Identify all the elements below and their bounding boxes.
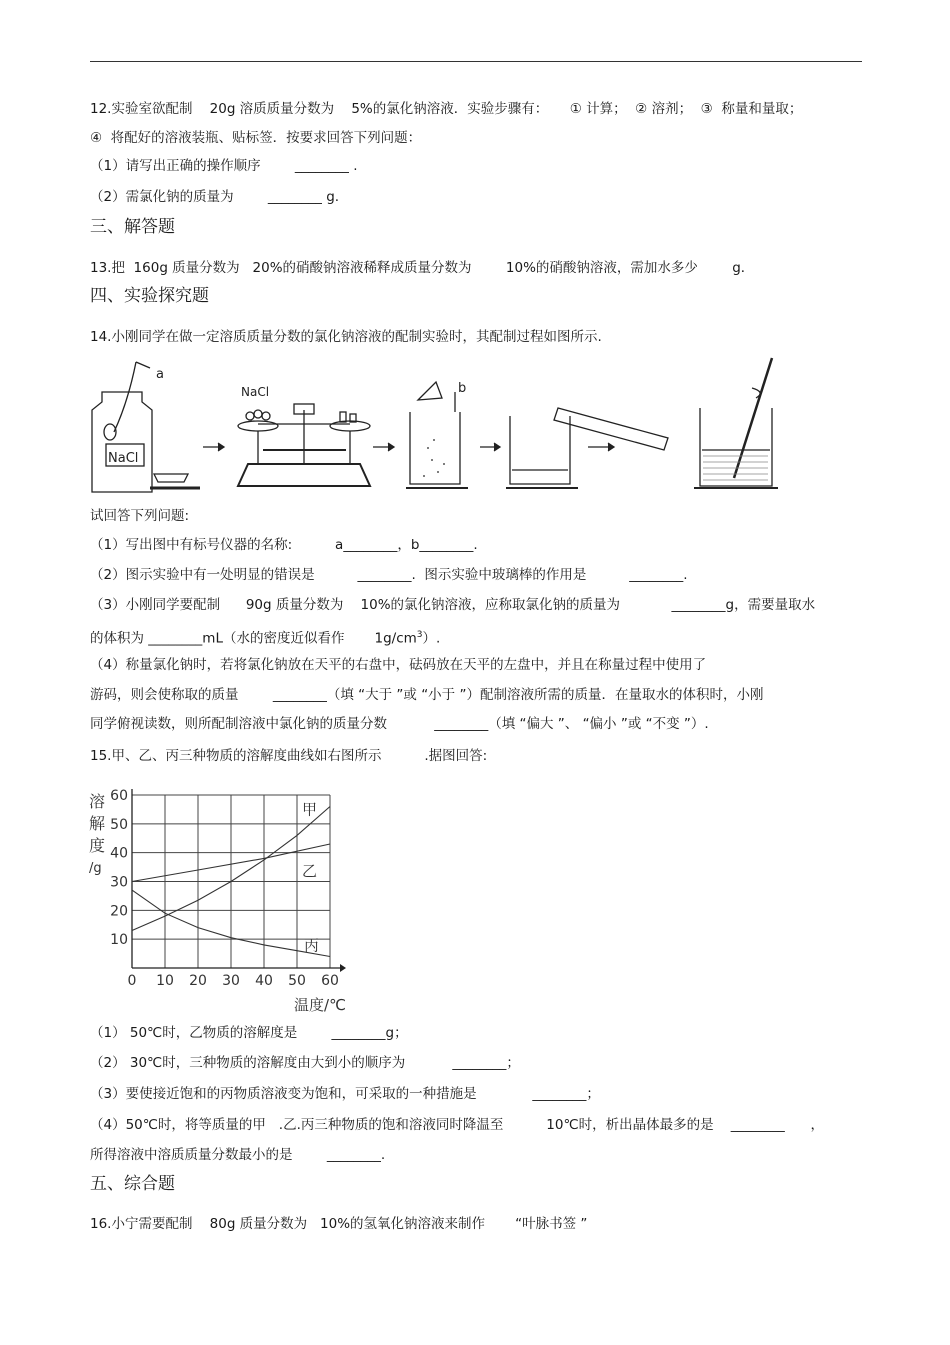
y-tick-label: 50 [110, 816, 128, 833]
series-label-2: 乙 [302, 862, 318, 881]
q14-line-1: 14.小刚同学在做一定溶质质量分数的氯化钠溶液的配制实验时，其配制过程如图所示. [90, 329, 602, 345]
y-tick-label: 10 [110, 932, 128, 949]
y-tick-label: 20 [110, 903, 128, 920]
series-label-3: 丙 [304, 936, 320, 955]
q14-line-3: （1）写出图中有标号仪器的名称: a________，b________. [90, 537, 478, 553]
q15-line-4: （3）要使接近饱和的丙物质溶液变为饱和，可采取的一种措施是 ________； [90, 1086, 600, 1102]
y-tick-label: 40 [110, 845, 128, 862]
q12-line-4: （2）需氯化钠的质量为 ________ g. [90, 189, 340, 205]
section-4-heading: 四、实验探究题 [90, 286, 209, 306]
label-b: b [458, 381, 467, 396]
q14-line-5: （3）小刚同学要配制 90g 质量分数为 10%的氯化钠溶液，应称取氯化钠的质量为 ________g，需要量取水 [90, 597, 816, 613]
series-label-1: 甲 [302, 800, 318, 819]
q13-line: 13.把 160g 质量分数为 20%的硝酸钠溶液稀释成质量分数为 10%的硝酸钠溶液，需加水多少 g． [90, 260, 755, 276]
q15-line-3: （2） 30℃时，三种物质的溶解度由大到小的顺序为 ________； [90, 1055, 520, 1071]
q14-line-7: （4）称量氯化钠时，若将氯化钠放在天平的右盘中，砝码放在天平的左盘中，并且在称量过程中使用了 [90, 657, 707, 673]
q14-line-8: 游码，则会使称取的质量 ________（填 “大于 ”或 “小于 ”）配制溶液所需的质量．在量取水的体积时，小刚 [90, 687, 764, 703]
y-axis-label-part: /g [89, 861, 102, 876]
q12-line-3: （1）请写出正确的操作顺序 ________ . [90, 158, 358, 174]
q15-line-2: （1） 50℃时，乙物质的溶解度是 ________g； [90, 1025, 408, 1041]
q15-line-6: 所得溶液中溶质质量分数最小的是 ________. [90, 1147, 386, 1163]
section-5-heading: 五、综合题 [90, 1174, 175, 1194]
x-tick-label: 60 [321, 973, 339, 989]
cm3-superscript: 3 [416, 630, 423, 640]
experiment-figure [88, 352, 808, 497]
y-axis-label-part: 溶 [89, 792, 106, 811]
x-tick-label: 30 [222, 973, 240, 989]
q14-line-6-end: ）. [422, 630, 441, 647]
x-tick-label: 10 [156, 973, 174, 989]
x-axis-label: 温度/℃ [294, 996, 346, 1014]
section-3-heading: 三、解答题 [90, 217, 175, 237]
x-tick-label: 50 [288, 973, 306, 989]
top-rule [90, 61, 862, 62]
y-tick-label: 30 [110, 874, 128, 891]
q14-line-6-main: 的体积为 ________mL（水的密度近似看作 1g/cm [90, 630, 417, 647]
x-tick-label: 0 [127, 973, 137, 989]
q15-line-1: 15.甲、乙、丙三种物质的溶解度曲线如右图所示 .据图回答: [90, 748, 488, 764]
q14-line-4: （2）图示实验中有一处明显的错误是 ________. 图示实验中玻璃棒的作用是 ________. [90, 567, 688, 583]
y-tick-label: 60 [110, 788, 128, 804]
q12-line-2: ④ 将配好的溶液装瓶、贴标签．按要求回答下列问题： [90, 130, 422, 146]
solubility-chart [85, 785, 355, 1015]
q15-line-5: （4）50℃时，将等质量的甲 .乙.丙三种物质的饱和溶液同时降温至 10℃时，析出晶体最多的是 ________ ， [90, 1117, 825, 1133]
bottle-label: NaCl [108, 451, 139, 466]
balance-label: NaCl [241, 385, 270, 399]
q12-line-1: 12.实验室欲配制 20g 溶质质量分数为 5%的氯化钠溶液．实验步骤有： ① 计算； ② 溶剂； ③ 称量和量取； [90, 101, 803, 117]
q14-line-9: 同学俯视读数，则所配制溶液中氯化钠的质量分数 ________（填 “偏大 ”、 “偏小 ”或 “不变 ”）. [90, 716, 709, 732]
y-axis-label-part: 解 [89, 814, 106, 833]
label-a: a [156, 367, 164, 382]
x-tick-label: 40 [255, 973, 273, 989]
q14-line-2: 试回答下列问题: [90, 508, 190, 524]
q14-line-6 [90, 626, 440, 648]
q16-line: 16.小宁需要配制 80g 质量分数为 10%的氢氧化钠溶液来制作 “叶脉书签 ” [90, 1216, 588, 1232]
x-tick-label: 20 [189, 973, 207, 989]
y-axis-label-part: 度 [89, 836, 106, 855]
x-axis-arrow [340, 964, 346, 972]
